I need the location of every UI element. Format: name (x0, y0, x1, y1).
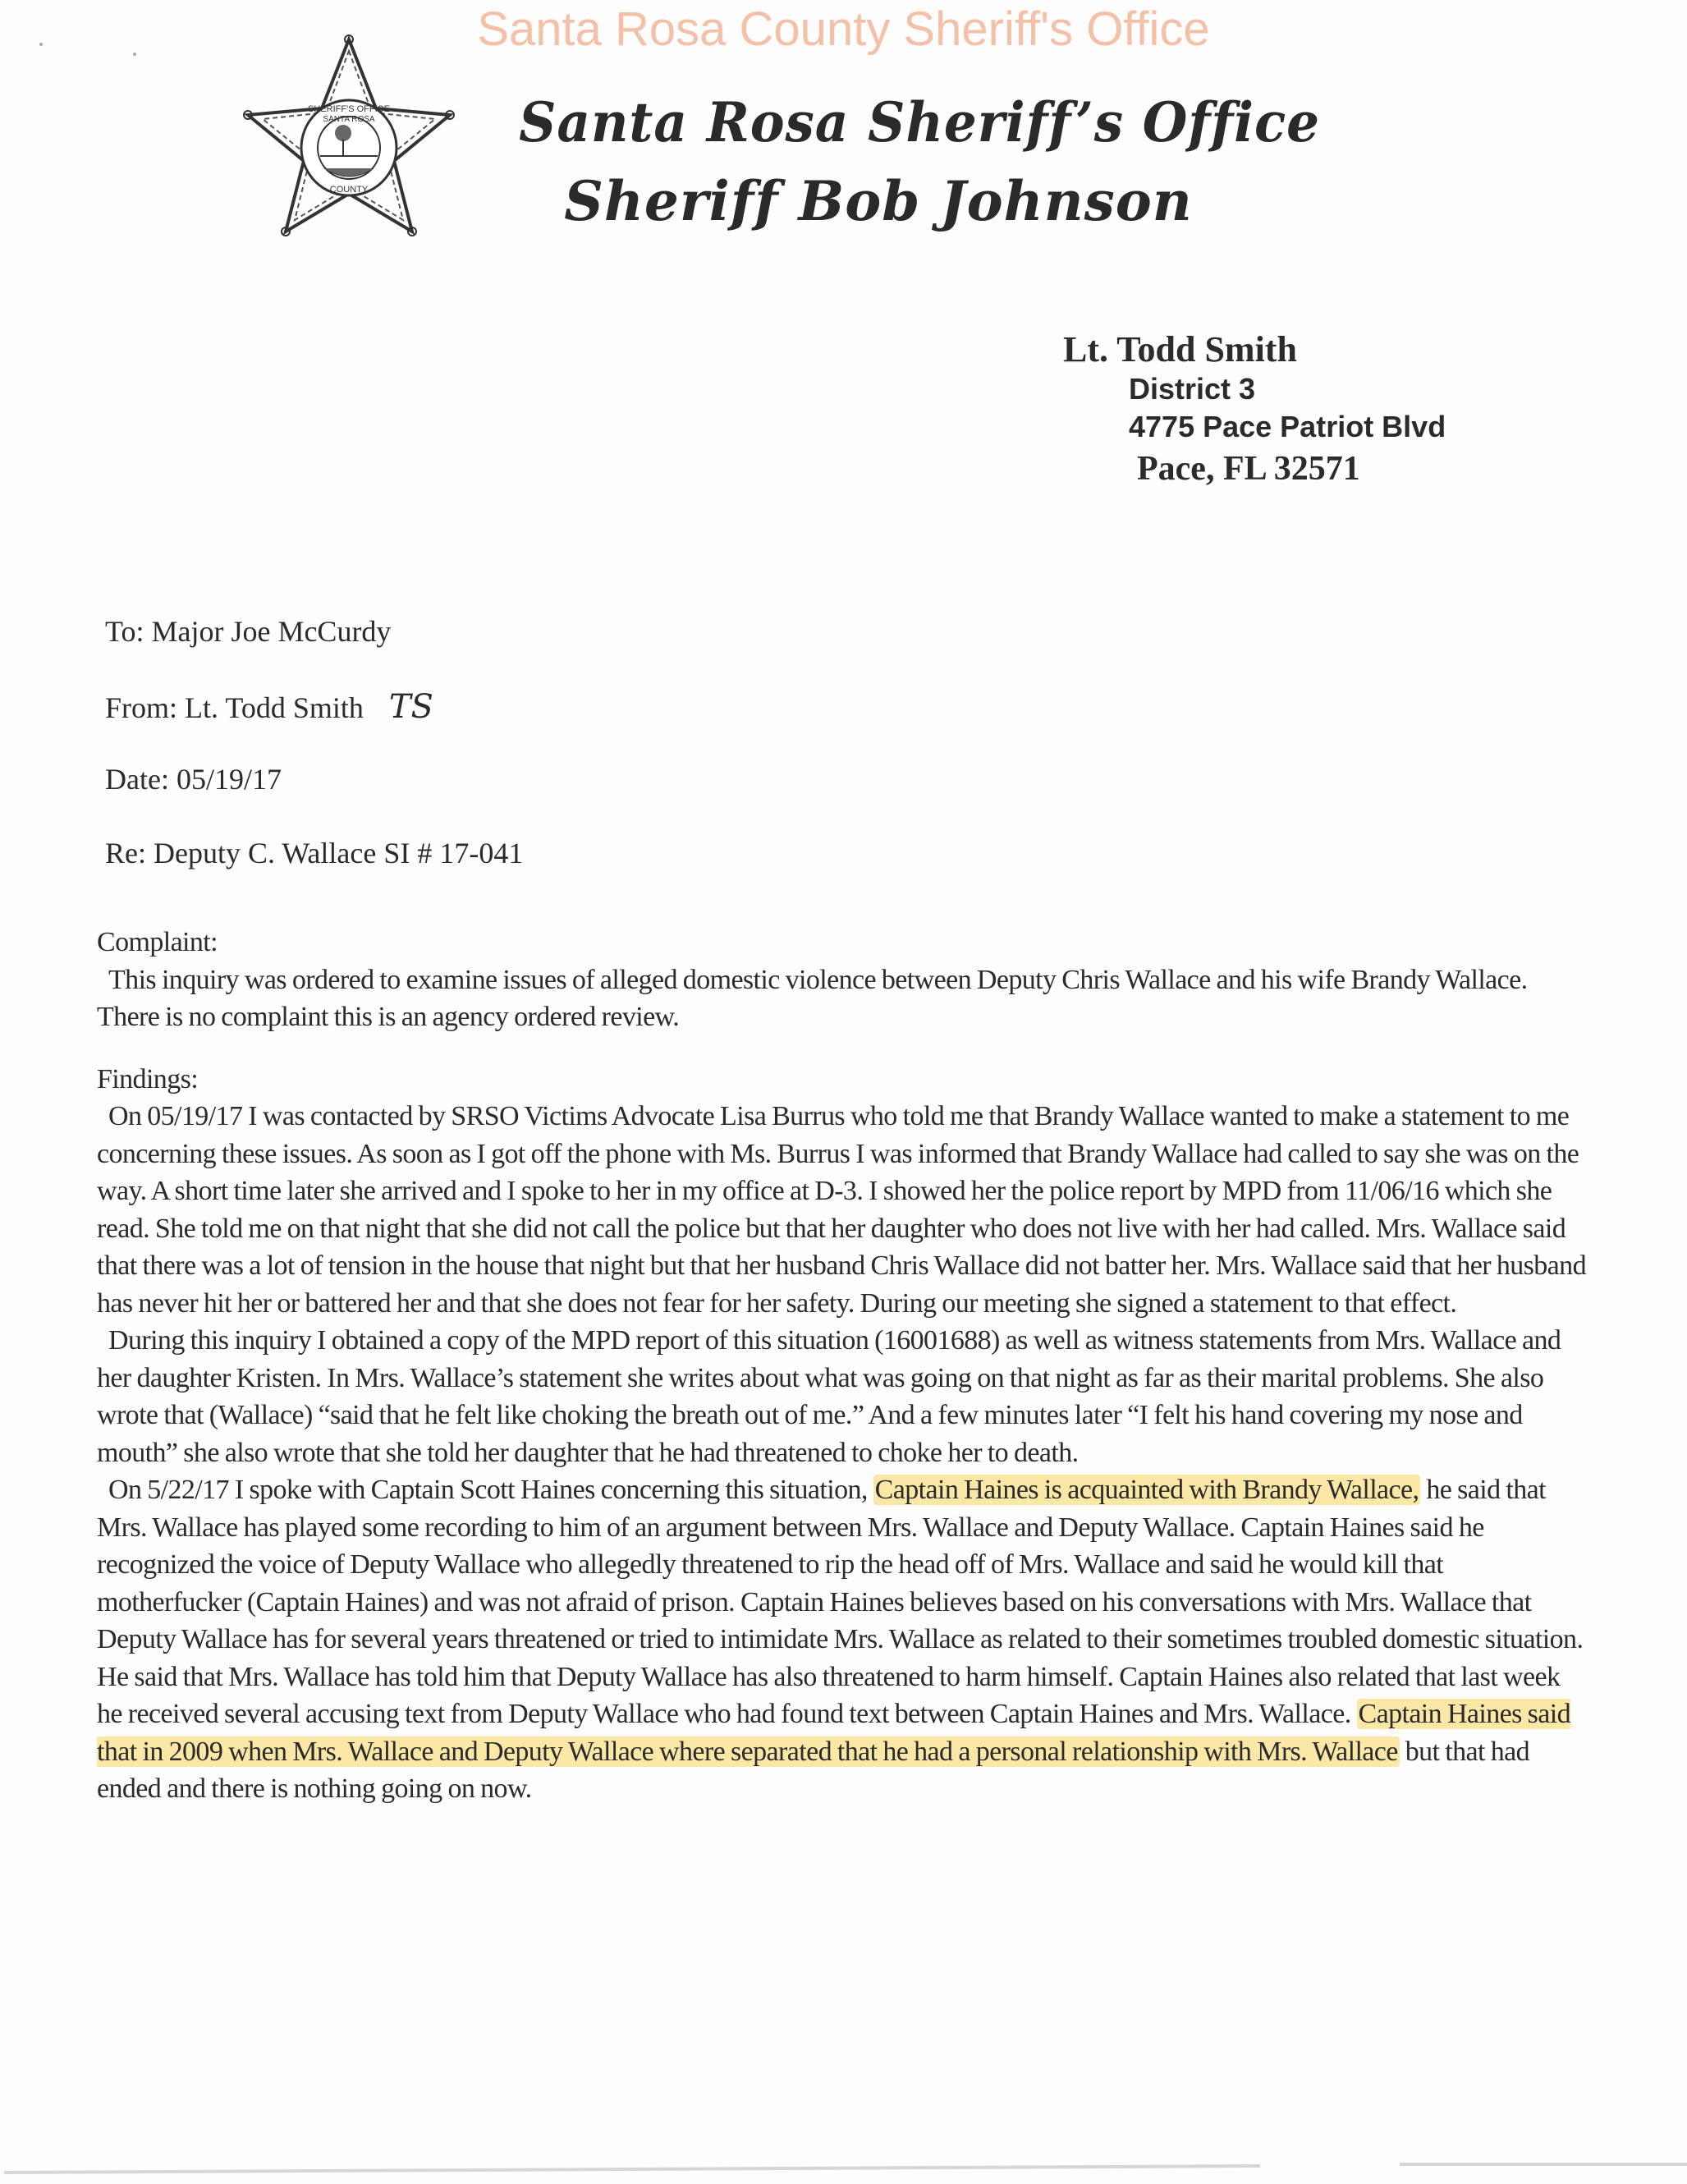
memo-from: From: Lt. Todd Smith (105, 691, 364, 724)
badge-ring-mid: SANTA ROSA (323, 115, 375, 124)
memo-re: Re: Deputy C. Wallace SI # 17-041 (105, 837, 524, 869)
findings-paragraph-1: On 05/19/17 I was contacted by SRSO Victims Advocate Lisa Burrus who told me that Brandy Wallace wanted to make a statement to me concerning these issues. As soon as I got off the phone with Ms. Burrus I was informed that Brandy Wallace had called to say she was on the way. A short time later she arrived and I spoke to her in my office at D-3. I showed her the police report by MPD from 11/06/16 which she read. She told me on that night that she did not call the police but that her daughter who does not live with her had called. Mrs. Wallace said that there was a lot of tension in the house that night but that her husband Chris Wallace did not batter her. Mrs. Wallace said that her husband has never hit her or battered her and that she does not fear for her safety. During our meeting she signed a statement to that effect. (97, 1101, 1586, 1319)
scan-edge-line (4, 2164, 1260, 2174)
memo-date: Date: 05/19/17 (105, 763, 282, 796)
memo-body (97, 924, 1591, 1808)
p3-text-b: he said that Mrs. Wallace has played some recording to him of an argument between Mrs. Wallace and Deputy Wallace. Captain Haines said he recognized the voice of Deputy Wallace who allegedly threatened to rip the head off of Mrs. Wallace and said he would kill that motherfucker (Captain Haines) and was not afraid of prison. Captain Haines believes based on his conversations with Mrs. Wallace that Deputy Wallace has for several years threatened or tried to intimidate Mrs. Wallace as related to their sometimes troubled domestic situation. He said that Mrs. Wallace has told him that Deputy Wallace has also threatened to harm himself. Captain Haines also related that last week he received several accusing text from Deputy Wallace who had found text between Captain Haines and Mrs. Wallace. (97, 1475, 1584, 1729)
badge-ring-top: SHERIFF'S OFFICE (308, 104, 390, 114)
scan-edge-line (1400, 2163, 1687, 2166)
sender-name: Lt. Todd Smith (1063, 329, 1297, 369)
sender-city: Pace, FL 32571 (1137, 450, 1360, 488)
findings-paragraph-3 (97, 1471, 1591, 1808)
letterhead (468, 90, 1371, 233)
findings-paragraph-2: During this inquiry I obtained a copy of the MPD report of this situation (16001688) as well as witness statements from Mrs. Wallace and her daughter Kristen. In Mrs. Wallace’s statement she writes about what was going on that night as far as their marital problems. She also wrote that (Wallace) “said that he felt like choking the breath out of me.” And a few minutes later “I felt his hand covering my nose and mouth” she also wrote that she told her daughter that he had threatened to choke her to death. (97, 1325, 1561, 1468)
p3-text-a: On 5/22/17 I spoke with Captain Scott Haines concerning this situation, (108, 1475, 873, 1505)
complaint-heading: Complaint: (97, 927, 218, 957)
memo-header (105, 614, 523, 910)
p3-text-c: but that had ended and there is nothing going on now. (97, 1736, 1530, 1804)
signature-initials: TS (388, 688, 433, 726)
sheriff-name: Sheriff Bob Johnson (564, 169, 1193, 233)
highlight-acquainted: Captain Haines is acquainted with Brandy Wallace, (874, 1475, 1419, 1505)
sender-address-block (1063, 328, 1446, 489)
sender-street: 4775 Pace Patriot Blvd (1129, 410, 1446, 443)
memo-from-row (105, 688, 523, 762)
memo-to: To: Major Joe McCurdy (105, 615, 392, 648)
watermark-header: Santa Rosa County Sheriff's Office (477, 2, 1210, 56)
complaint-text: This inquiry was ordered to examine issues of alleged domestic violence between Deputy Chris Wallace and his wife Brandy Wallace. There is no complaint this is an agency ordered review. (97, 964, 1528, 1032)
office-name: Santa Rosa Sheriff’s Office (519, 90, 1320, 154)
badge-ring-bottom: COUNTY (329, 185, 369, 195)
highlight-relationship: Captain Haines said that in 2009 when Mrs. Wallace and Deputy Wallace where separated that he had a personal relationship with Mrs. Wallace (97, 1699, 1571, 1767)
sender-district: District 3 (1129, 372, 1256, 406)
findings-heading: Findings: (97, 1063, 199, 1094)
